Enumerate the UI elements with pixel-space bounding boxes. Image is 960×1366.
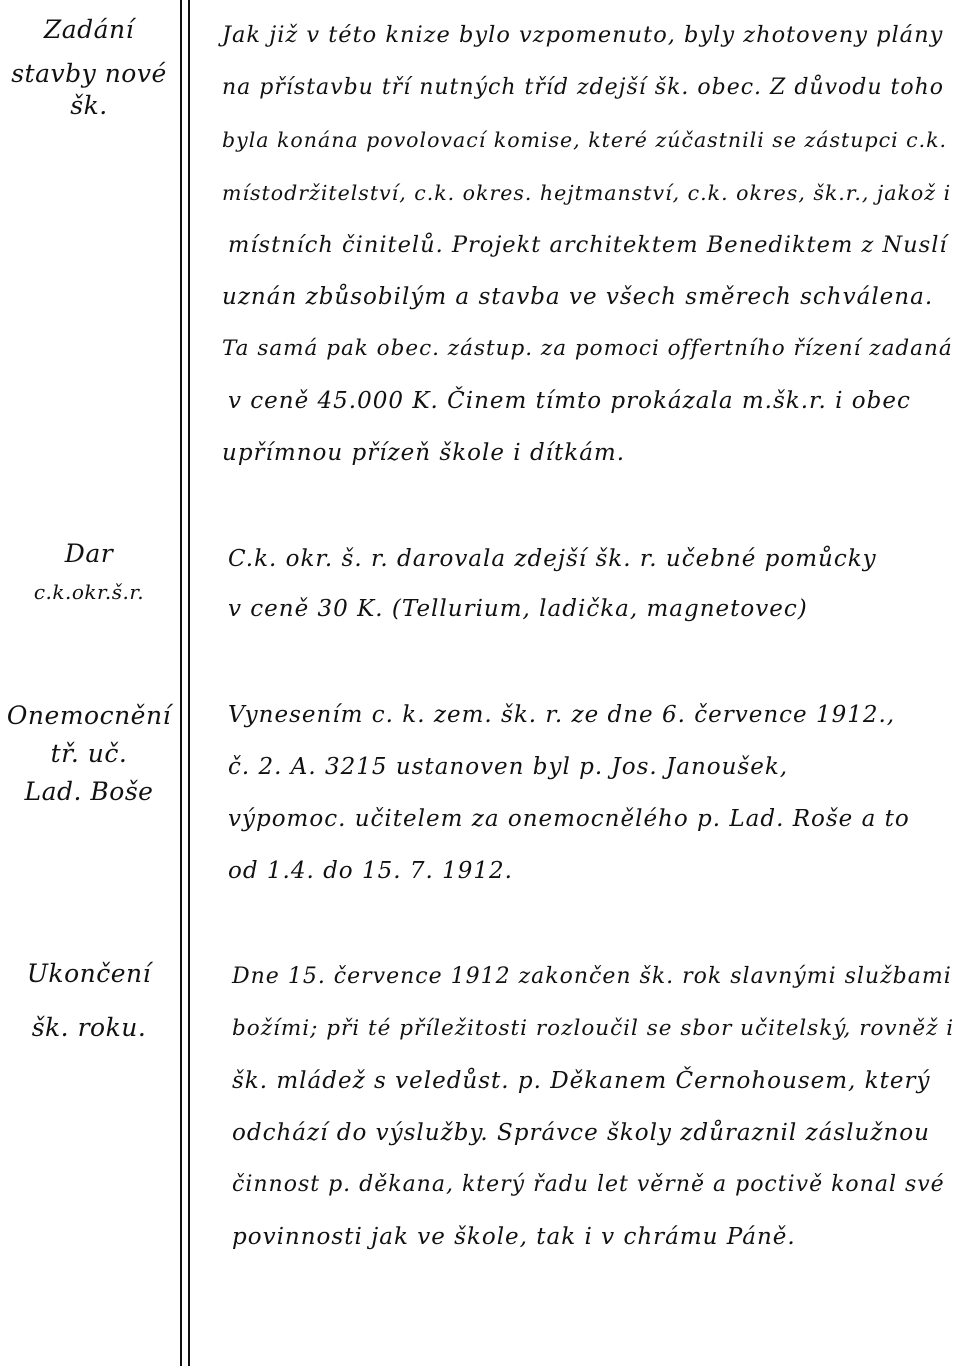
text-line: místních činitelů. Projekt architektem Benediktem z Nuslí [228, 232, 948, 258]
text-line: Jak již v této knize bylo vzpomenuto, byly zhotoveny plány [222, 22, 944, 48]
text-line: povinnosti jak ve škole, tak i v chrámu Páně. [232, 1224, 796, 1250]
text-line: upřímnou přízeň škole i dítkám. [222, 440, 626, 466]
margin-label-ukonceni [0, 958, 178, 1044]
margin-label-line: stavby nové šk. [11, 59, 167, 120]
margin-label-onemocneni [0, 700, 178, 808]
margin-label-line: c.k.okr.š.r. [33, 580, 145, 604]
text-line: šk. mládež s veledůst. p. Děkanem Černohousem, který [232, 1068, 931, 1094]
margin-label-line: Lad. Boše [24, 777, 154, 806]
text-line: od 1.4. do 15. 7. 1912. [228, 858, 513, 884]
text-line: uznán zbůsobilým a stavba ve všech směrech schválena. [222, 284, 934, 310]
text-line: Dne 15. července 1912 zakončen šk. rok slavnými službami [232, 964, 952, 989]
text-line: byla konána povolovací komise, které zúčastnili se zástupci c.k. [222, 128, 948, 152]
text-line: na přístavbu tří nutných tříd zdejší šk. obec. Z důvodu toho [222, 75, 944, 100]
text-line: činnost p. děkana, který řadu let věrně a poctivě konal své [232, 1172, 945, 1197]
text-line: č. 2. A. 3215 ustanoven byl p. Jos. Janoušek, [228, 754, 789, 780]
text-line: výpomoc. učitelem za onemocnělého p. Lad. Roše a to [228, 806, 910, 832]
margin-label-line: Onemocnění [6, 701, 172, 730]
text-line: v ceně 45.000 K. Činem tímto prokázala m.šk.r. i obec [228, 388, 911, 414]
text-line: C.k. okr. š. r. darovala zdejší šk. r. učebné pomůcky [228, 546, 877, 572]
margin-rule-right [188, 0, 190, 1366]
margin-label-line: Ukončení [26, 959, 152, 988]
margin-label-line: tř. uč. [50, 739, 128, 768]
margin-label-line: Zadání [43, 15, 135, 44]
text-line: Ta samá pak obec. zástup. za pomoci offertního řízení zadaná [222, 336, 953, 361]
margin-label-line: Dar [64, 539, 114, 568]
text-line: v ceně 30 K. (Tellurium, ladička, magnetovec) [228, 596, 808, 622]
text-line: místodržitelství, c.k. okres. hejtmanství, c.k. okres, šk.r., jakož i [222, 181, 952, 205]
margin-label-line: šk. roku. [31, 1013, 147, 1042]
margin-rule-left [180, 0, 182, 1366]
margin-label-dar [0, 538, 178, 608]
text-line: odchází do výslužby. Správce školy zdůraznil záslužnou [232, 1120, 930, 1146]
margin-label-zadani [0, 14, 178, 122]
text-line: božími; při té příležitosti rozloučil se sbor učitelský, rovněž i [232, 1016, 955, 1041]
text-line: Vynesením c. k. zem. šk. r. ze dne 6. července 1912., [228, 702, 896, 728]
